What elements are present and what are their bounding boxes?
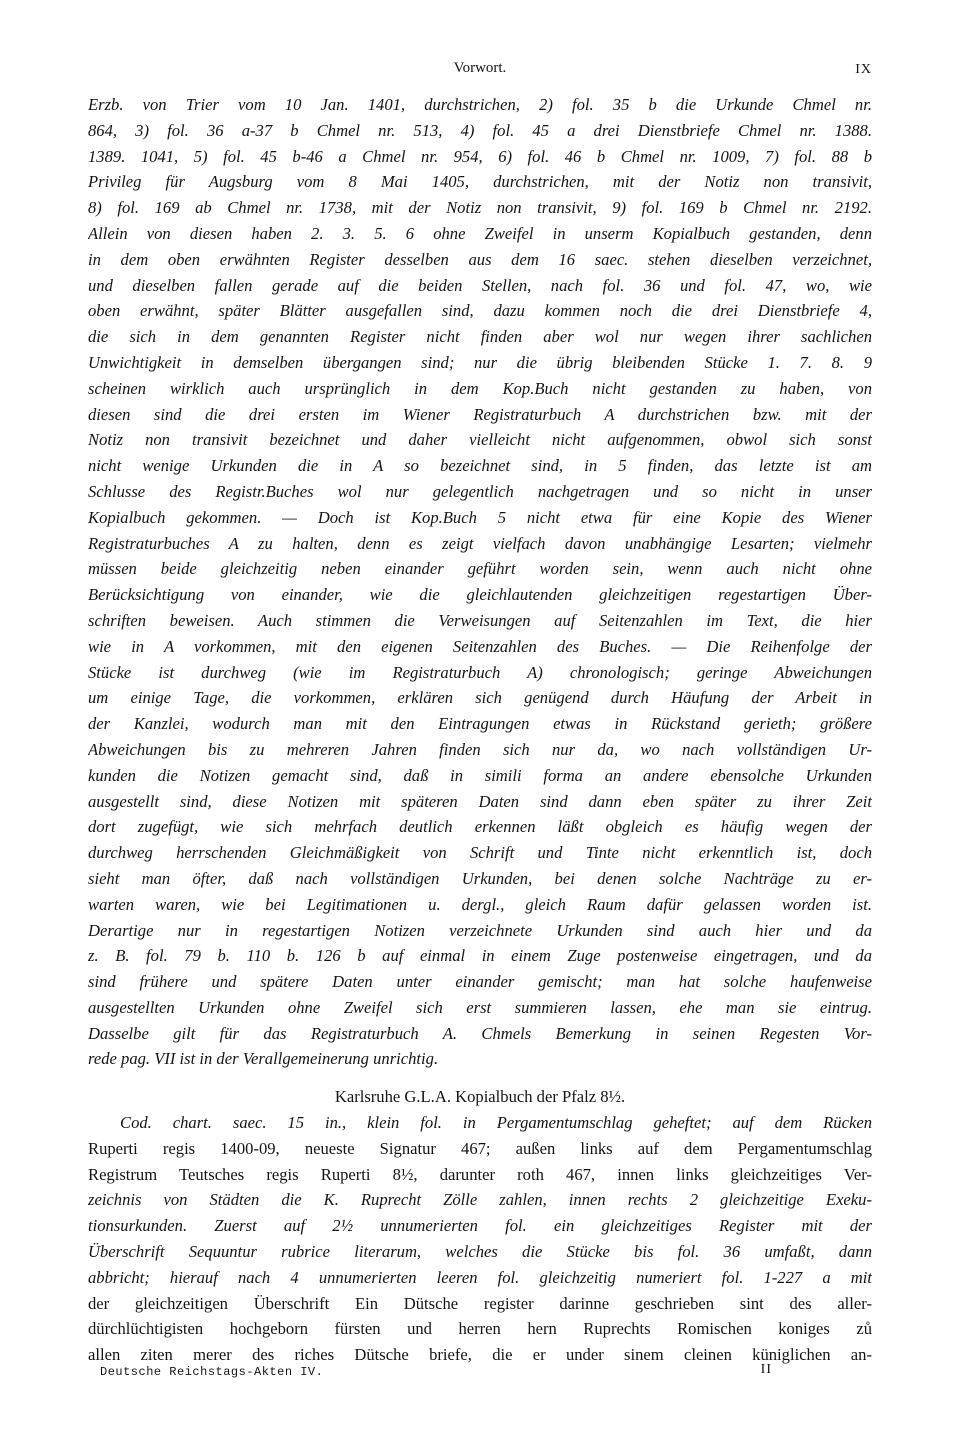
text-line: Registraturbuches A zu halten, denn es zeigt vielfach davon unabhängige Lesarten; vielmehr (88, 533, 872, 553)
text-line: warten waren, wie bei Legitimationen u. dergl., gleich Raum dafür gelassen worden ist. (88, 894, 872, 914)
text-line: Privileg für Augsburg vom 8 Mai 1405, durchstrichen, mit der Notiz non transivit, (88, 172, 872, 192)
body-text (88, 92, 872, 1368)
text-line: 1389. 1041, 5) fol. 45 b-46 a Chmel nr. 954, 6) fol. 46 b Chmel nr. 1009, 7) fol. 88 b (88, 146, 872, 166)
text-line: Derartige nur in regestartigen Notizen verzeichnete Urkunden sind auch hier und da (88, 920, 872, 940)
text-line: kunden die Notizen gemacht sind, daß in simili forma an andere ebensolche Urkunden (88, 765, 872, 785)
text-line: wie in A vorkommen, mit den eigenen Seitenzahlen des Buches. — Die Reihenfolge der (88, 636, 872, 656)
text-line: sind frühere und spätere Daten unter einander gemischt; man hat solche haufenweise (88, 972, 872, 992)
text-line: schriften beweisen. Auch stimmen die Verweisungen auf Seitenzahlen im Text, die hier (88, 610, 872, 630)
text-line: um einige Tage, die vorkommen, erklären sich genügend durch Häufung der Arbeit in (88, 688, 872, 708)
page-footer (100, 1362, 772, 1387)
text-line: Allein von diesen haben 2. 3. 5. 6 ohne Zweifel in unserm Kopialbuch gestanden, denn (88, 223, 872, 243)
text-line: tionsurkunden. Zuerst auf 2½ unnumerierten fol. ein gleichzeitiges Register mit der (88, 1216, 872, 1236)
text-line: Abweichungen bis zu mehreren Jahren finden sich nur da, wo nach vollständigen Ur- (88, 739, 872, 759)
text-line: ausgestellt sind, diese Notizen mit späteren Daten sind dann eben später zu ihrer Zeit (88, 791, 872, 811)
text-line: ausgestellten Urkunden ohne Zweifel sich erst summieren lassen, ehe man sie eintrug. (88, 997, 872, 1017)
text-line: dürchlüchtigisten hochgeborn fürsten und herren hern Ruprechts Romischen koniges zů (88, 1319, 872, 1339)
text-line: dort zugefügt, wie sich mehrfach deutlich erkennen läßt obgleich es häufig wegen der (88, 817, 872, 837)
text-line: müssen beide gleichzeitig neben einander geführt worden sein, wenn auch nicht ohne (88, 559, 872, 579)
page-number: IX (855, 62, 872, 77)
text-line: allen ziten merer des riches Dütsche briefe, die er under sinem cleinen küniglichen an- (88, 1345, 872, 1365)
text-line: Ruperti regis 1400-09, neueste Signatur 467; außen links auf dem Pergamentumschlag (88, 1138, 872, 1158)
text-line: Unwichtigkeit in demselben übergangen sind; nur die übrig bleibenden Stücke 1. 7. 8. 9 (88, 352, 872, 372)
text-line: Schlusse des Registr.Buches wol nur gelegentlich nachgetragen und so nicht in unser (88, 481, 872, 501)
text-line: Erzb. von Trier vom 10 Jan. 1401, durchstrichen, 2) fol. 35 b die Urkunde Chmel nr. (88, 95, 872, 114)
text-line: durchweg herrschenden Gleichmäßigkeit von Schrift und Tinte nicht erkenntlich ist, doch (88, 843, 872, 863)
text-line: und dieselben fallen gerade auf die beiden Stellen, nach fol. 36 und fol. 47, wo, wie (88, 275, 872, 295)
text-line: zeichnis von Städten die K. Ruprecht Zölle zahlen, innen rechts 2 gleichzeitige Exeku- (88, 1190, 872, 1210)
text-line: Kopialbuch gekommen. — Doch ist Kop.Buch 5 nicht etwa für eine Kopie des Wiener (88, 507, 872, 527)
text-line: diesen sind die drei ersten im Wiener Registraturbuch A durchstrichen bzw. mit der (88, 404, 872, 424)
text-line: der Kanzlei, wodurch man mit den Eintragungen etwas in Rückstand gerieth; größere (88, 714, 872, 734)
text-line: oben erwähnt, später Blätter ausgefallen sind, dazu kommen noch die drei Dienstbriefe 4, (88, 301, 872, 321)
text-line: Berücksichtigung von einander, wie die gleichlautenden gleichzeitigen regestartigen Über- (88, 585, 872, 605)
text-line: rede pag. VII ist in der Verallgemeinerung unrichtig. (88, 1049, 439, 1069)
text-line: Notiz non transivit bezeichnet und daher vielleicht nicht aufgenommen, obwol sich sonst (88, 430, 872, 450)
text-line: abbricht; hierauf nach 4 unnumerierten leeren fol. gleichzeitig numeriert fol. 1-227 a mit (88, 1267, 872, 1287)
text-line: Überschrift Sequuntur rubrice literarum, welches die Stücke bis fol. 36 umfaßt, dann (88, 1242, 872, 1262)
text-line: die sich in dem genannten Register nicht finden aber wol nur wegen ihrer sachlichen (88, 327, 872, 347)
text-line: nicht wenige Urkunden die in A so bezeichnet sind, in 5 finden, das letzte ist am (88, 456, 872, 476)
text-line: in dem oben erwähnten Register desselben aus dem 16 saec. stehen dieselben verzeichnet, (88, 249, 872, 269)
page-title: Vorwort. (453, 60, 507, 76)
footer-series-title: Deutsche Reichstags-Akten IV. (100, 1365, 324, 1379)
text-line: Cod. chart. saec. 15 in., klein fol. in Pergamentumschlag geheftet; auf dem Rücken (120, 1113, 872, 1133)
text-line: Stücke ist durchweg (wie im Registraturbuch A) chronologisch; geringe Abweichungen (88, 662, 872, 682)
text-line: Karlsruhe G.L.A. Kopialbuch der Pfalz 8½. (334, 1087, 626, 1107)
text-line: Dasselbe gilt für das Registraturbuch A. Chmels Bemerkung in seinen Regesten Vor- (88, 1023, 872, 1043)
footer-signature-mark: II (760, 1362, 772, 1377)
text-line: 8) fol. 169 ab Chmel nr. 1738, mit der Notiz non transivit, 9) fol. 169 b Chmel nr. 2192. (88, 198, 872, 218)
text-line: Registrum Teutsches regis Ruperti 8½, darunter roth 467, innen links gleichzeitiges Ver- (88, 1164, 872, 1184)
text-line: z. B. fol. 79 b. 110 b. 126 b auf einmal in einem Zuge postenweise eingetragen, und da (88, 946, 872, 966)
text-line: der gleichzeitigen Überschrift Ein Dütsche register darinne geschrieben sint des aller- (88, 1293, 872, 1313)
text-line: sieht man öfter, daß nach vollständigen Urkunden, bei denen solche Nachträge zu er- (88, 868, 872, 888)
text-line: 864, 3) fol. 36 a-37 b Chmel nr. 513, 4) fol. 45 a drei Dienstbriefe Chmel nr. 1388. (88, 120, 872, 140)
text-line: scheinen wirklich auch ursprünglich in dem Kop.Buch nicht gestanden zu haben, von (88, 378, 872, 398)
running-head (88, 60, 872, 84)
